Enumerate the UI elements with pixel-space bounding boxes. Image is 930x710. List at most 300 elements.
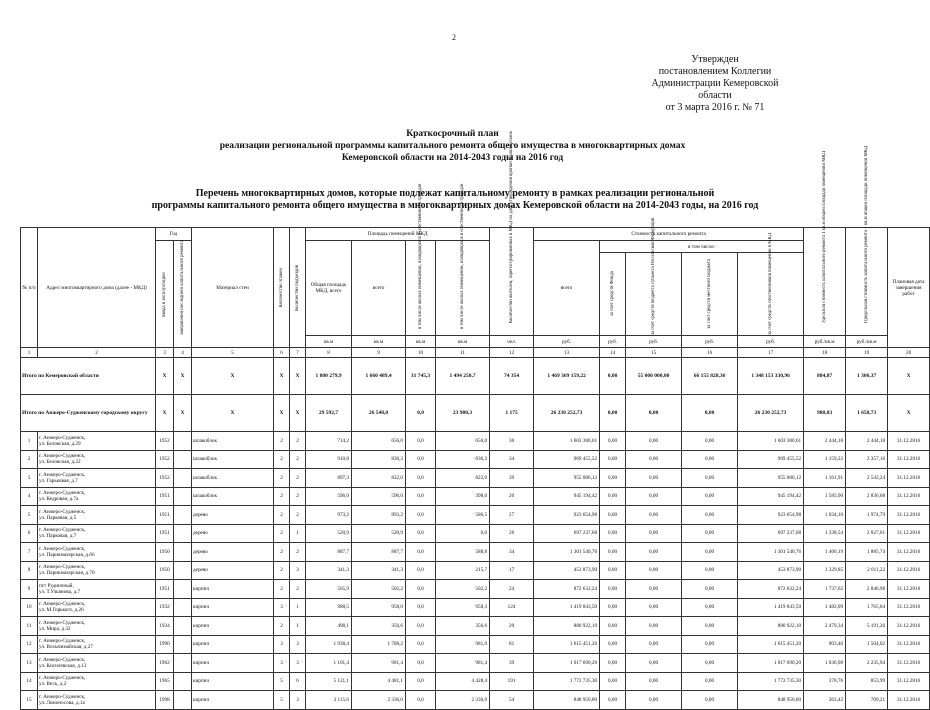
- cell-nr: 4 428,4: [436, 672, 490, 691]
- cell-p: 39: [490, 654, 534, 673]
- address-cell: [38, 432, 156, 451]
- column-number: 5: [192, 348, 274, 358]
- address-cell: [38, 654, 156, 673]
- cell-t: 969 455,52: [534, 450, 600, 469]
- header-area-total: Общая площадь МКД, всего: [306, 241, 352, 336]
- title-line: Краткосрочный план: [406, 129, 499, 139]
- total-cell: X: [192, 358, 274, 395]
- header-area-nonres: в том числе жилых помещений, находящихся в собственности граждан: [436, 241, 490, 336]
- cell-p: 81: [490, 635, 534, 654]
- cell-reg: 0,00: [626, 487, 682, 506]
- column-number: 11: [436, 348, 490, 358]
- empty-cell: [174, 524, 192, 543]
- address-line: ул. М.Горького, д.26: [39, 607, 84, 614]
- cell-m: 2 543,24: [846, 469, 888, 488]
- cell-s: 498,1: [306, 617, 352, 636]
- cell-m: 5 191,26: [846, 617, 888, 636]
- cell-u: 1 329,85: [804, 561, 846, 580]
- cell-w: кирпич: [192, 617, 274, 636]
- cell-s2: 893,2: [352, 506, 406, 525]
- cell-u: 1 338,54: [804, 524, 846, 543]
- cell-own: 697 237,68: [738, 524, 804, 543]
- unit-cell: кв.м: [436, 336, 490, 348]
- cell-m: 1 504,02: [846, 635, 888, 654]
- cell-n: 13: [21, 654, 38, 673]
- cell-t: 955 086,12: [534, 469, 600, 488]
- cell-r: 0,0: [406, 672, 436, 691]
- header-cost-total: всего: [534, 241, 600, 336]
- address-line: ул. Весь, д.2: [39, 681, 67, 688]
- cell-t: 945 194,42: [534, 487, 600, 506]
- cell-own: 945 194,42: [738, 487, 804, 506]
- cell-w: кирпич: [192, 598, 274, 617]
- unit-cell: руб./кв.м: [804, 336, 846, 348]
- cell-p: 124: [490, 598, 534, 617]
- column-number: 16: [682, 348, 738, 358]
- cell-fund: 0,00: [600, 450, 626, 469]
- total-cell: 988,03: [804, 395, 846, 432]
- approval-line: Утвержден: [691, 54, 739, 65]
- empty-cell: [174, 654, 192, 673]
- cell-s2: 981,4: [352, 654, 406, 673]
- empty-cell: [174, 432, 192, 451]
- cell-f: 2: [274, 543, 290, 562]
- address-line: г. Анжеро-Судженск,: [39, 545, 86, 552]
- cell-d: 31.12.2016: [888, 524, 930, 543]
- total-cell: X: [274, 358, 290, 395]
- cell-loc: 0,00: [682, 487, 738, 506]
- cell-e: 6: [290, 672, 306, 691]
- cell-p: 54: [490, 691, 534, 710]
- cell-s2: 836,3: [352, 450, 406, 469]
- address-line: ул. Беловская, д.29: [39, 440, 81, 447]
- address-line: ул. Ломоносова, д.1а: [39, 699, 85, 706]
- cell-w: дерево: [192, 506, 274, 525]
- cell-s2: 356,6: [352, 617, 406, 636]
- cell-f: 2: [274, 617, 290, 636]
- column-number: 18: [804, 348, 846, 358]
- cell-n: 5: [21, 506, 38, 525]
- cell-n: 6: [21, 524, 38, 543]
- cell-s: 341,3: [306, 561, 352, 580]
- header-cost-owners: за счет средств собственников помещений в МКД: [738, 253, 804, 336]
- total-cell: X: [290, 358, 306, 395]
- table-row: [21, 691, 930, 710]
- cell-f: 2: [274, 487, 290, 506]
- cell-loc: 0,00: [682, 672, 738, 691]
- cell-d: 31.12.2016: [888, 635, 930, 654]
- header-max-cost: Предельная стоимость капитального ремонта 1 кв.м общей площади помещений МКД: [846, 228, 888, 336]
- total-cell: 1 348 153 330,96: [738, 358, 804, 395]
- cell-t: 848 950,80: [534, 691, 600, 710]
- approval-line: от 3 марта 2016 г. № 71: [665, 102, 765, 113]
- unit-cell: руб./кв.м: [846, 336, 888, 348]
- cell-s: 1 938,4: [306, 635, 352, 654]
- column-number: 6: [274, 348, 290, 358]
- cell-fund: 0,00: [600, 672, 626, 691]
- cell-p: 20: [490, 487, 534, 506]
- table-row: [21, 617, 930, 636]
- address-line: г. Анжеро-Судженск,: [39, 656, 86, 663]
- header-year-commission: ввода в эксплуатацию: [156, 241, 174, 348]
- cell-m: 1 974,79: [846, 506, 888, 525]
- cell-reg: 0,00: [626, 598, 682, 617]
- cell-t: 1 615 451,20: [534, 635, 600, 654]
- cell-n: 15: [21, 691, 38, 710]
- cell-p: 36: [490, 432, 534, 451]
- empty-cell: [174, 617, 192, 636]
- column-number-row: [21, 348, 930, 358]
- cell-s2: 822,0: [352, 469, 406, 488]
- cell-p: 34: [490, 450, 534, 469]
- cell-s: 3 115,6: [306, 691, 352, 710]
- cell-u: 1 482,09: [804, 598, 846, 617]
- cell-f: 3: [274, 598, 290, 617]
- cell-nr: 836,3: [436, 450, 490, 469]
- total-cell: X: [156, 395, 174, 432]
- cell-reg: 0,00: [626, 691, 682, 710]
- document-title: [180, 128, 725, 164]
- cell-e: 2: [290, 487, 306, 506]
- total-cell: 0,0: [406, 395, 436, 432]
- cell-u: 1 034,10: [804, 506, 846, 525]
- table-row: [21, 506, 930, 525]
- cell-f: 5: [274, 691, 290, 710]
- header-deadline: Плановая дата завершения работ: [888, 228, 930, 348]
- address-cell: [38, 617, 156, 636]
- cell-loc: 0,00: [682, 580, 738, 599]
- cell-fund: 0,00: [600, 598, 626, 617]
- address-cell: [38, 691, 156, 710]
- cell-reg: 0,00: [626, 506, 682, 525]
- cell-own: 1 017 690,20: [738, 654, 804, 673]
- address-cell: [38, 524, 156, 543]
- unit-cell: руб.: [738, 336, 804, 348]
- cell-own: 880 922,10: [738, 617, 804, 636]
- cell-own: 1 419 843,50: [738, 598, 804, 617]
- cell-e: 2: [290, 580, 306, 599]
- cell-m: 2 836,68: [846, 487, 888, 506]
- cell-t: 453 873,90: [534, 561, 600, 580]
- address-line: ул. Парикмахерская, д.66: [39, 551, 95, 558]
- address-cell: [38, 580, 156, 599]
- cell-n: 4: [21, 487, 38, 506]
- address-cell: [38, 635, 156, 654]
- document-subtitle: [110, 188, 800, 212]
- unit-cell: кв.м: [352, 336, 406, 348]
- column-number: 4: [174, 348, 192, 358]
- table-row: [21, 487, 930, 506]
- empty-cell: [174, 672, 192, 691]
- header-floors: Количество этажей: [274, 228, 290, 348]
- address-line: пгт Рудничный,: [39, 582, 74, 589]
- unit-cell: руб.: [626, 336, 682, 348]
- cell-s: 910,8: [306, 450, 352, 469]
- cell-reg: 0,00: [626, 469, 682, 488]
- cell-own: 848 950,80: [738, 691, 804, 710]
- cell-m: 709,21: [846, 691, 888, 710]
- table-row: [21, 432, 930, 451]
- cell-s: 565,9: [306, 580, 352, 599]
- cell-s2: 656,0: [352, 432, 406, 451]
- cell-e: 3: [290, 561, 306, 580]
- column-number: 17: [738, 348, 804, 358]
- subtitle-line: Перечень многоквартирных домов, которые подлежат капитальному ремонту в рамках реализации региональной: [195, 188, 715, 199]
- address-line: ул. Гарьковая, д.7: [39, 477, 78, 484]
- column-number: 7: [290, 348, 306, 358]
- total-row: [21, 395, 930, 432]
- cell-d: 31.12.2016: [888, 450, 930, 469]
- column-number: 9: [352, 348, 406, 358]
- cell-s: 5 121,1: [306, 672, 352, 691]
- total-cell: 0,00: [600, 358, 626, 395]
- cell-reg: 0,00: [626, 672, 682, 691]
- cell-f: 2: [274, 580, 290, 599]
- cell-w: кирпич: [192, 580, 274, 599]
- cell-e: 3: [290, 654, 306, 673]
- cell-reg: 0,00: [626, 617, 682, 636]
- cell-w: дерево: [192, 524, 274, 543]
- total-cell: X: [274, 395, 290, 432]
- cell-p: 34: [490, 543, 534, 562]
- cell-e: 3: [290, 635, 306, 654]
- cell-own: 969 455,52: [738, 450, 804, 469]
- cell-reg: 0,00: [626, 432, 682, 451]
- cell-u: 1 466,19: [804, 543, 846, 562]
- cell-d: 31.12.2016: [888, 691, 930, 710]
- cell-f: 3: [274, 654, 290, 673]
- cell-d: 31.12.2016: [888, 487, 930, 506]
- cell-own: 872 632,24: [738, 580, 804, 599]
- empty-cell: [174, 450, 192, 469]
- empty-cell: [174, 543, 192, 562]
- cell-f: 2: [274, 432, 290, 451]
- cell-s2: 502,2: [352, 580, 406, 599]
- header-incl: в том числе:: [600, 241, 804, 253]
- cell-y: 1952: [156, 469, 174, 488]
- cell-y: 1962: [156, 654, 174, 673]
- cell-u: 378,76: [804, 672, 846, 691]
- address-line: ул. Беловская, д.22: [39, 459, 81, 466]
- cell-loc: 0,00: [682, 432, 738, 451]
- column-number: 10: [406, 348, 436, 358]
- header-year: Год: [156, 228, 192, 241]
- column-number: 15: [626, 348, 682, 358]
- cell-d: 31.12.2016: [888, 672, 930, 691]
- total-label: Итого по Кемеровской области: [21, 358, 156, 395]
- address-line: г. Анжеро-Судженск,: [39, 453, 86, 460]
- cell-y: 1951: [156, 580, 174, 599]
- cell-n: 2: [21, 450, 38, 469]
- table-row: [21, 543, 930, 562]
- address-cell: [38, 506, 156, 525]
- cell-e: 2: [290, 450, 306, 469]
- address-line: ул. Восьмимайская, д.27: [39, 644, 93, 651]
- cell-p: 26: [490, 524, 534, 543]
- cell-d: 31.12.2016: [888, 654, 930, 673]
- cell-r: 0,0: [406, 469, 436, 488]
- cell-y: 1950: [156, 543, 174, 562]
- table-row: [21, 654, 930, 673]
- header-address: Адрес многоквартирного дома (далее - МКД): [38, 228, 156, 348]
- cell-d: 31.12.2016: [888, 598, 930, 617]
- address-line: г. Анжеро-Судженск,: [39, 638, 86, 645]
- cell-fund: 0,00: [600, 580, 626, 599]
- title-line: реализации региональной программы капитального ремонта общего имущества в многоквартирных домах: [219, 141, 686, 151]
- total-cell: X: [888, 395, 930, 432]
- total-cell: 31 745,3: [406, 358, 436, 395]
- total-cell: 1 660 489,4: [352, 358, 406, 395]
- cell-r: 0,0: [406, 506, 436, 525]
- cell-w: кирпич: [192, 691, 274, 710]
- cell-d: 31.12.2016: [888, 543, 930, 562]
- cell-loc: 0,00: [682, 450, 738, 469]
- cell-own: 1 301 540,76: [738, 543, 804, 562]
- cell-fund: 0,00: [600, 691, 626, 710]
- cell-s2: 520,9: [352, 524, 406, 543]
- cell-reg: 0,00: [626, 450, 682, 469]
- empty-cell: [174, 598, 192, 617]
- total-cell: X: [290, 395, 306, 432]
- cell-p: 24: [490, 580, 534, 599]
- cell-fund: 0,00: [600, 654, 626, 673]
- cell-n: 8: [21, 561, 38, 580]
- cell-n: 10: [21, 598, 38, 617]
- cell-f: 2: [274, 524, 290, 543]
- cell-loc: 0,00: [682, 506, 738, 525]
- cell-w: шлакоблок: [192, 450, 274, 469]
- cell-r: 0,0: [406, 635, 436, 654]
- cell-nr: 356,6: [436, 617, 490, 636]
- column-number: 8: [306, 348, 352, 358]
- cell-r: 0,0: [406, 450, 436, 469]
- cell-t: 1 603 380,61: [534, 432, 600, 451]
- cell-e: 2: [290, 432, 306, 451]
- address-cell: [38, 487, 156, 506]
- table-row: [21, 469, 930, 488]
- empty-cell: [174, 691, 192, 710]
- cell-e: 1: [290, 598, 306, 617]
- cell-reg: 0,00: [626, 561, 682, 580]
- cell-u: 903,40: [804, 635, 846, 654]
- total-cell: X: [888, 358, 930, 395]
- total-cell: 1 175: [490, 395, 534, 432]
- cell-t: 1 419 843,50: [534, 598, 600, 617]
- cell-s2: 958,0: [352, 598, 406, 617]
- cell-loc: 0,00: [682, 561, 738, 580]
- column-number: 14: [600, 348, 626, 358]
- cell-d: 31.12.2016: [888, 617, 930, 636]
- cell-p: 17: [490, 561, 534, 580]
- cell-fund: 0,00: [600, 469, 626, 488]
- address-cell: [38, 469, 156, 488]
- cell-p: 191: [490, 672, 534, 691]
- address-line: г. Анжеро-Судженск,: [39, 490, 86, 497]
- table-row: [21, 524, 930, 543]
- cell-t: 1 017 690,20: [534, 654, 600, 673]
- cell-d: 31.12.2016: [888, 561, 930, 580]
- total-row: [21, 358, 930, 395]
- cell-nr: 656,0: [436, 432, 490, 451]
- cell-s: 897,3: [306, 469, 352, 488]
- address-line: ул. Кисилевская, д.13: [39, 662, 87, 669]
- cell-y: 1998: [156, 691, 174, 710]
- cell-nr: 588,8: [436, 543, 490, 562]
- cell-y: 1934: [156, 617, 174, 636]
- cell-n: 9: [21, 580, 38, 599]
- cell-t: 923 654,98: [534, 506, 600, 525]
- cell-t: 1 301 540,76: [534, 543, 600, 562]
- address-cell: [38, 450, 156, 469]
- empty-cell: [174, 635, 192, 654]
- cell-reg: 0,00: [626, 580, 682, 599]
- cell-w: шлакоблок: [192, 469, 274, 488]
- cell-w: дерево: [192, 561, 274, 580]
- cell-nr: 215,7: [436, 561, 490, 580]
- cell-t: 872 632,24: [534, 580, 600, 599]
- unit-cell: руб.: [534, 336, 600, 348]
- cell-e: 2: [290, 469, 306, 488]
- cell-m: 1 885,74: [846, 543, 888, 562]
- cell-n: 11: [21, 617, 38, 636]
- total-cell: 66 155 828,36: [682, 358, 738, 395]
- address-line: г. Анжеро-Судженск,: [39, 564, 86, 571]
- cell-nr: 398,0: [436, 487, 490, 506]
- cell-own: 1 772 735,30: [738, 672, 804, 691]
- cell-u: 1 036,98: [804, 654, 846, 673]
- column-number: 3: [156, 348, 174, 358]
- total-cell: 26 230 252,73: [534, 395, 600, 432]
- column-number: 13: [534, 348, 600, 358]
- total-label: Итого по Анжеро-Судженскому городскому округу: [21, 395, 156, 432]
- cell-y: 1965: [156, 672, 174, 691]
- cell-m: 2 357,16: [846, 450, 888, 469]
- cell-loc: 0,00: [682, 691, 738, 710]
- address-cell: [38, 561, 156, 580]
- header-year-last-repair: завершения последнего капитального ремонта: [174, 241, 192, 348]
- cell-s: 714,2: [306, 432, 352, 451]
- cell-r: 0,0: [406, 691, 436, 710]
- cell-m: 1 765,04: [846, 598, 888, 617]
- cell-s: 988,5: [306, 598, 352, 617]
- cell-t: 697 237,68: [534, 524, 600, 543]
- cell-r: 0,0: [406, 561, 436, 580]
- address-line: г. Анжеро-Судженск,: [39, 693, 86, 700]
- cell-e: 3: [290, 691, 306, 710]
- cell-u: 2 479,34: [804, 617, 846, 636]
- cell-t: 1 772 735,30: [534, 672, 600, 691]
- address-line: ул. Кедровая, д.7а: [39, 496, 79, 503]
- unit-cell: кв.м: [306, 336, 352, 348]
- cell-w: кирпич: [192, 635, 274, 654]
- address-line: г. Анжеро-Судженск,: [39, 675, 86, 682]
- cell-s: 973,2: [306, 506, 352, 525]
- cell-n: 7: [21, 543, 38, 562]
- cell-f: 5: [274, 672, 290, 691]
- total-cell: 23 980,3: [436, 395, 490, 432]
- address-cell: [38, 543, 156, 562]
- cell-y: 1951: [156, 524, 174, 543]
- cell-y: 1952: [156, 432, 174, 451]
- cell-e: 2: [290, 543, 306, 562]
- cell-s: 520,9: [306, 524, 352, 543]
- approval-block: [640, 54, 790, 114]
- cell-m: 2 027,61: [846, 524, 888, 543]
- cell-reg: 0,00: [626, 654, 682, 673]
- total-cell: 1 494 250,7: [436, 358, 490, 395]
- column-number: 1: [21, 348, 38, 358]
- cell-fund: 0,00: [600, 432, 626, 451]
